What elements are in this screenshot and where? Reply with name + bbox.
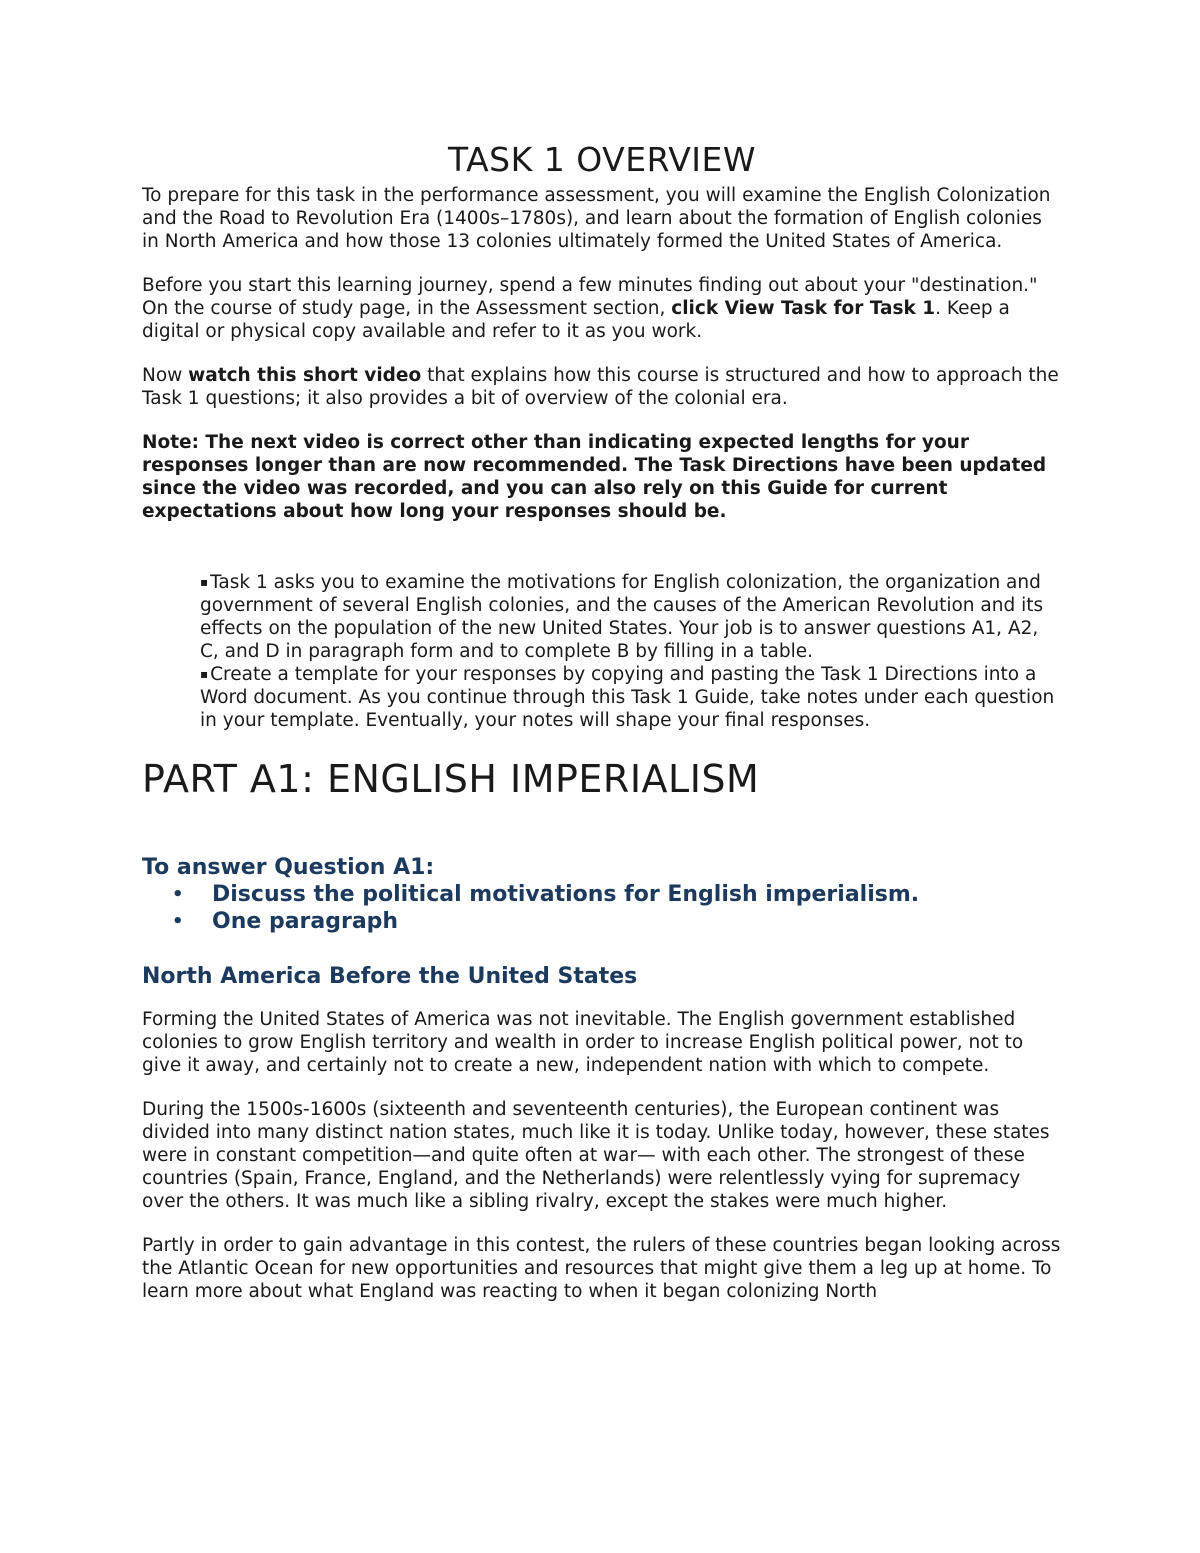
page-title: TASK 1 OVERVIEW [448,140,756,179]
view-task-instruction: click View Task for Task 1 [671,298,936,319]
before-paragraph [142,274,1062,343]
list-item: ▪ Create a template for your responses by copying and pasting the Task 1 Directions into a Word document. As you continue through this Task 1 Guide, take notes under each question in your template. Eventually, your notes will shape your final responses. [200,664,1055,731]
video-paragraph [142,364,1062,410]
part-heading: PART A1: ENGLISH IMPERIALISM [142,757,760,801]
watch-video-link[interactable]: watch this short video [188,365,422,386]
body-paragraph: Partly in order to gain advantage in this contest, the rulers of these countries began looking across the Atlantic Ocean for new opportunities and resources that might give them a leg up at home. To learn more about what England was reacting to when it began colonizing North [142,1235,1061,1302]
body-paragraph: During the 1500s-1600s (sixteenth and seventeenth centuries), the European continent was divided into many distinct nation states, much like it is today. Unlike today, however, these states were in constant competition—and quite often at war— with each other. The strongest of these countries (Spain, France, England, and the Netherlands) were relentlessly vying for supremacy over the others. It was much like a sibling rivalry, except the stakes were much higher. [142,1099,1050,1212]
before-text-1: Before you start this learning journey, spend a few minutes finding out about your "destination." On the course of study page, in the Assessment section, [142,275,1038,319]
video-text-1: Now [142,365,189,386]
video-text-2: that explains how this course is structured and how to approach the Task 1 questions; it also provides a bit of overview of the colonial era. [142,365,1059,409]
body-paragraph: Forming the United States of America was not inevitable. The English government established colonies to grow English territory and wealth in order to increase English political power, not to give it away, and certainly not to create a new, independent nation with which to compete. [142,1009,1024,1076]
document-page [142,140,1062,1303]
bullet-dot-icon: • [172,911,184,932]
before-text-2: . Keep a digital or physical copy available and refer to it as you work. [142,298,1010,342]
section-heading: North America Before the United States [142,964,638,989]
question-points [142,881,1062,935]
task-bullet-list [200,571,1062,732]
bullet-dot-icon: • [172,884,184,905]
list-item: ▪ Task 1 asks you to examine the motivations for English colonization, the organization and government of several English colonies, and the causes of the American Revolution and its effects on the population of the new United States. Your job is to answer questions A1, A2, C, and D in paragraph form and to complete B by filling in a table. [200,572,1044,662]
square-bullet-icon: ▪ [200,667,209,681]
question-heading: To answer Question A1: [142,855,435,880]
list-item: • Discuss the political motivations for English imperialism. [172,882,920,907]
note-paragraph: Note: The next video is correct other than indicating expected lengths for your responses longer than are now recommended. The Task Directions have been updated since the video was recorded, and you can also rely on this Guide for current expectations about how long your responses should be. [142,432,1047,522]
list-item: • One paragraph [172,909,399,934]
square-bullet-icon: ▪ [200,575,209,589]
intro-paragraph: To prepare for this task in the performance assessment, you will examine the English Colonization and the Road to Revolution Era (1400s–1780s), and learn about the formation of English colonies in North America and how those 13 colonies ultimately formed the United States of America. [142,185,1051,252]
